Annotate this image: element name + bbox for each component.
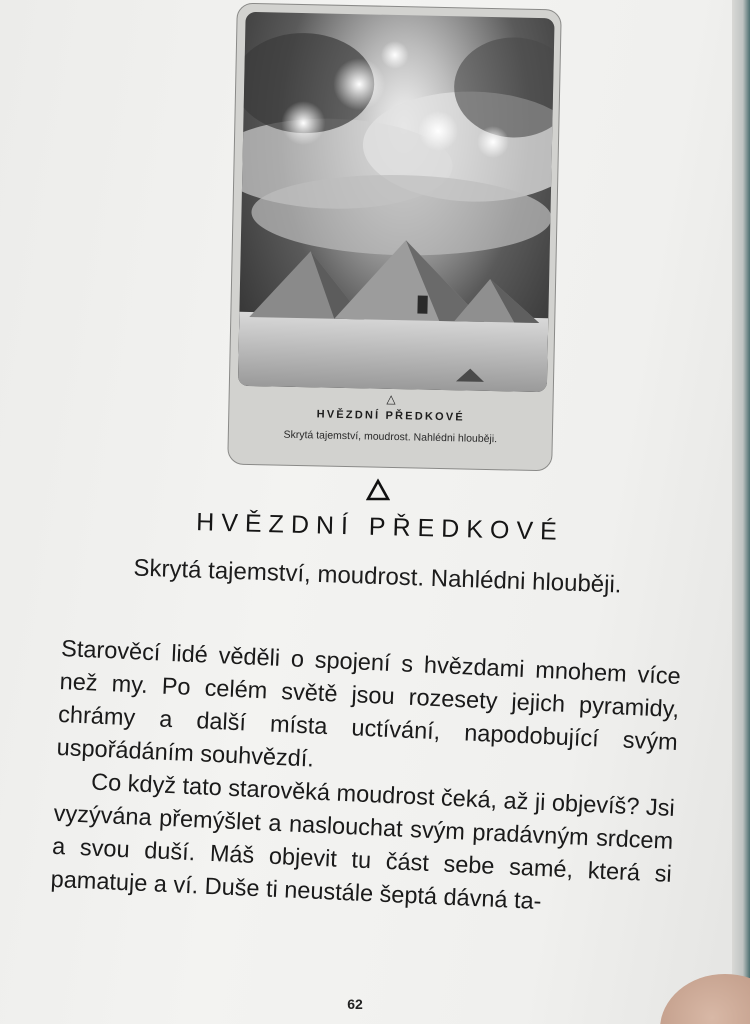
pyramids-illustration: [238, 12, 555, 392]
oracle-card: [227, 3, 562, 472]
page-edge: [732, 0, 750, 1024]
body-text: [50, 632, 681, 924]
paragraph: Co když tato starověká moudrost čeká, až ji objevíš? Jsi vyzývána přemýšlet a naslouchat svým pradávným srdcem a svou duší. Máš objevit tu část sebe samé, která si pamatuje a ví. Duše ti neustále šeptá dávná ta-: [50, 768, 676, 915]
page-number: 62: [347, 996, 363, 1012]
triangle-outline-icon: [366, 478, 390, 502]
card-symbol: △: [386, 391, 396, 407]
thumb: [660, 974, 750, 1024]
section-title: HVĚZDNÍ PŘEDKOVÉ: [195, 508, 565, 546]
paragraph: Starověcí lidé věděli o spojení s hvězdami mnohem více než my. Po celém světě jsou rozesety jejich pyramidy, chrámy a další místa uctívání, napodobující svým uspořádáním souhvězdí.: [56, 634, 682, 772]
section-subtitle: Skrytá tajemství, moudrost. Nahlédni hlouběji.: [133, 554, 622, 599]
card-illustration: [238, 12, 555, 392]
card-title: HVĚZDNÍ PŘEDKOVÉ: [316, 408, 466, 424]
card-subtitle: Skrytá tajemství, moudrost. Nahlédni hlouběji.: [283, 428, 498, 446]
